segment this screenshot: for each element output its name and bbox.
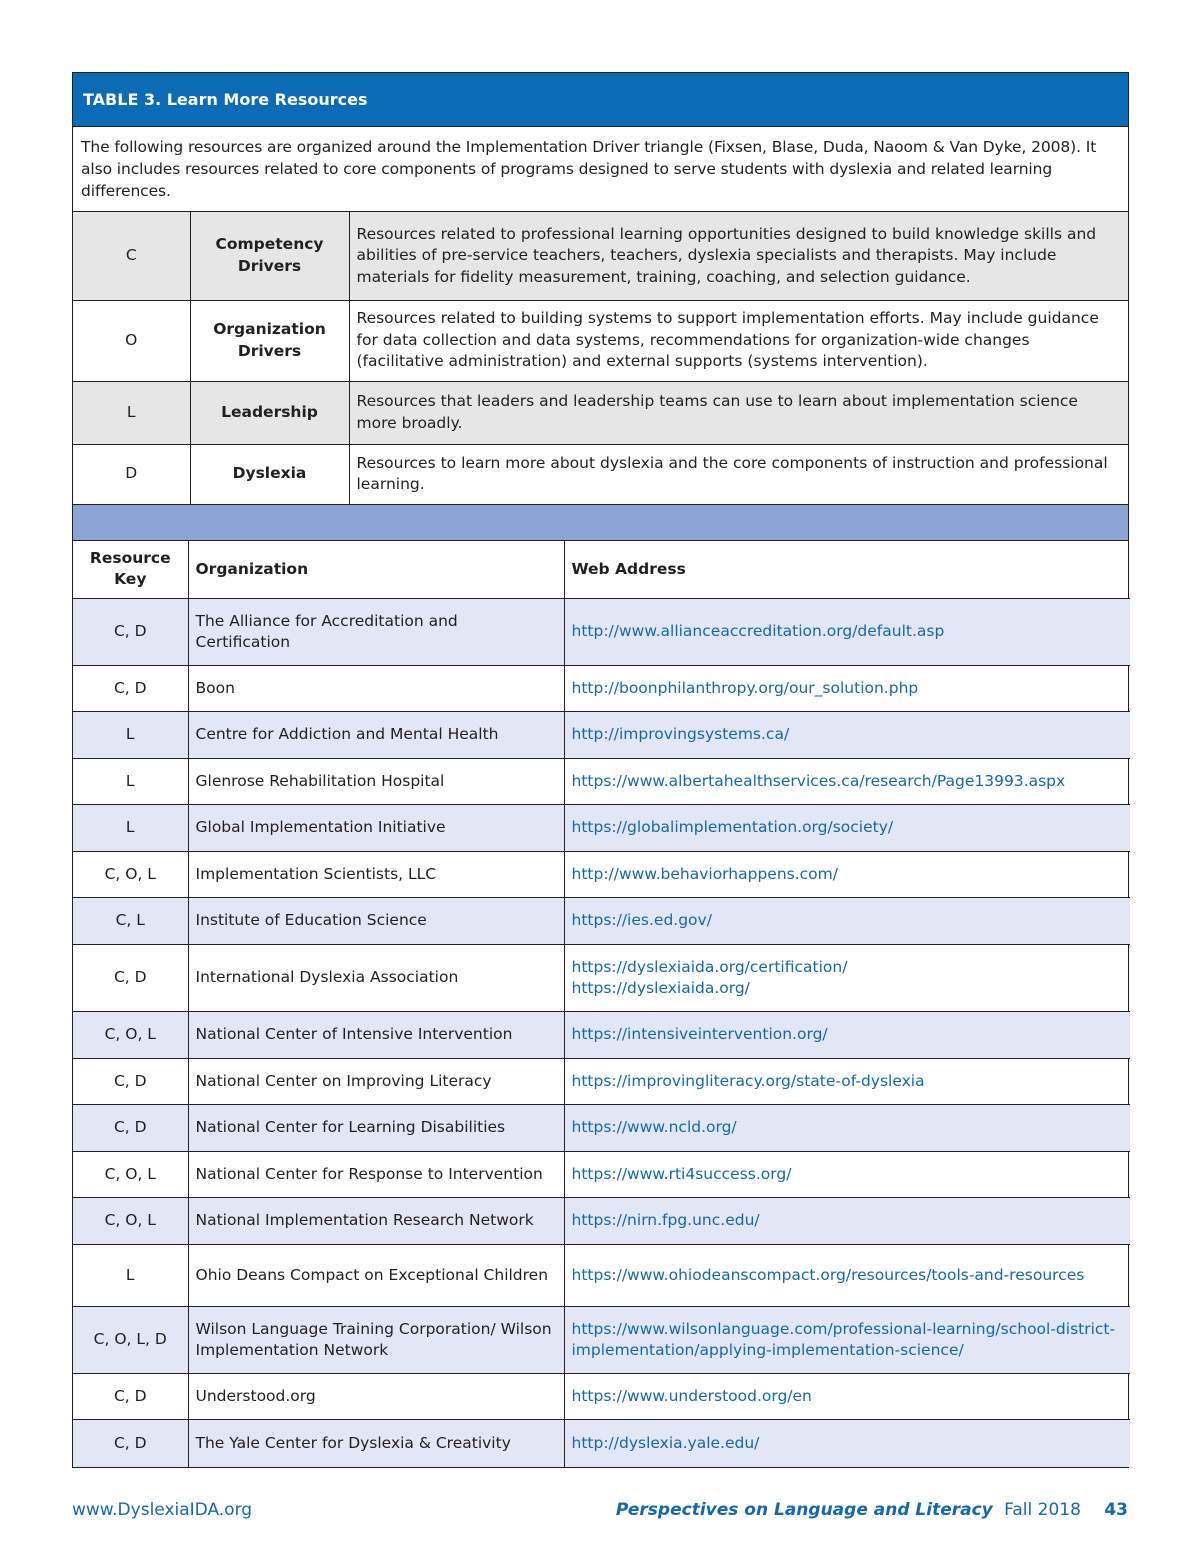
resource-key: C, L xyxy=(73,898,188,945)
resource-web-address xyxy=(564,1152,1130,1198)
table-intro: The following resources are organized around the Implementation Driver triangle (Fixsen, Blase, Duda, Naoom & Van Dyke, 2008). It also includes resources related to core components of programs designed to serve students with dyslexia and related learning differences. xyxy=(73,127,1128,212)
driver-key: O xyxy=(73,300,190,381)
resource-organization: Glenrose Rehabilitation Hospital xyxy=(188,759,564,805)
resource-web-address xyxy=(564,805,1130,852)
resource-key: C, O, L xyxy=(73,852,188,898)
resource-organization: Global Implementation Initiative xyxy=(188,805,564,852)
resource-rows xyxy=(73,599,1130,1467)
table-title: TABLE 3. Learn More Resources xyxy=(73,73,1128,127)
resource-table xyxy=(73,541,1130,1467)
driver-description: Resources to learn more about dyslexia and the core components of instruction and professional learning. xyxy=(349,444,1128,504)
driver-key: L xyxy=(73,381,190,444)
driver-row xyxy=(73,300,1128,381)
resource-organization: Institute of Education Science xyxy=(188,898,564,945)
page-number: 43 xyxy=(1104,1500,1128,1520)
resource-web-address xyxy=(564,1374,1130,1420)
resource-link[interactable]: http://boonphilanthropy.org/our_solution.php xyxy=(571,678,919,697)
resource-organization: Boon xyxy=(188,666,564,712)
driver-name-line: Drivers xyxy=(237,256,302,275)
resource-organization: National Center of Intensive Intervention xyxy=(188,1012,564,1059)
resource-link[interactable]: https://www.wilsonlanguage.com/professional-learning/school-district- xyxy=(571,1319,1116,1338)
resource-organization: Understood.org xyxy=(188,1374,564,1420)
resource-row xyxy=(73,1105,1130,1152)
driver-name xyxy=(190,300,349,381)
resource-link[interactable]: https://dyslexiaida.org/ xyxy=(571,979,750,997)
section-divider-bar xyxy=(73,505,1128,541)
resource-link[interactable]: http://improvingsystems.ca/ xyxy=(571,725,790,744)
resource-key: C, D xyxy=(73,666,188,712)
organization-header: Organization xyxy=(188,541,564,599)
resource-key: C, O, L xyxy=(73,1012,188,1059)
header-line: Resource xyxy=(89,548,171,567)
resource-web-address xyxy=(564,945,1130,1012)
resource-key: C, D xyxy=(73,945,188,1012)
resource-organization: Centre for Addiction and Mental Health xyxy=(188,712,564,759)
resource-link[interactable]: https://nirn.fpg.unc.edu/ xyxy=(571,1211,760,1230)
journal-title: Perspectives on Language and Literacy xyxy=(615,1500,993,1520)
resource-organization: Implementation Scientists, LLC xyxy=(188,852,564,898)
resource-link[interactable]: implementation/applying-implementation-science/ xyxy=(571,1341,964,1359)
resource-row xyxy=(73,599,1130,666)
resource-row xyxy=(73,1420,1130,1467)
resource-organization: Wilson Language Training Corporation/ Wilson Implementation Network xyxy=(188,1307,564,1374)
resource-web-address xyxy=(564,1420,1130,1467)
resource-row xyxy=(73,1245,1130,1307)
driver-name-line: Dyslexia xyxy=(232,464,307,483)
driver-name-line: Organization xyxy=(213,320,326,338)
resource-link[interactable]: http://dyslexia.yale.edu/ xyxy=(571,1433,760,1452)
resource-web-address xyxy=(564,852,1130,898)
resource-key: C, O, L xyxy=(73,1198,188,1245)
resource-key: L xyxy=(73,712,188,759)
resource-row xyxy=(73,898,1130,945)
resource-key: C, D xyxy=(73,599,188,666)
resource-web-address xyxy=(564,1059,1130,1105)
resource-link[interactable]: https://www.understood.org/en xyxy=(571,1386,812,1405)
driver-description: Resources related to professional learning opportunities designed to build knowledge skills and abilities of pre-service teachers, teachers, dyslexia specialists and therapists. May include materials for fidelity measurement, training, coaching, and selection guidance. xyxy=(349,212,1128,300)
driver-legend-table xyxy=(73,212,1128,505)
resource-key-header xyxy=(73,541,188,599)
resource-web-address xyxy=(564,1307,1130,1374)
driver-description: Resources related to building systems to support implementation efforts. May include guidance for data collection and data systems, recommendations for organization-wide changes (facilitative administration) and external supports (systems intervention). xyxy=(349,300,1128,381)
resource-link[interactable]: https://improvingliteracy.org/state-of-dyslexia xyxy=(571,1071,925,1090)
driver-key: D xyxy=(73,444,190,504)
driver-name-line: Drivers xyxy=(237,341,302,360)
driver-name xyxy=(190,444,349,504)
learn-more-resources-table xyxy=(72,72,1129,1468)
resource-key: C, D xyxy=(73,1420,188,1467)
resource-link[interactable]: https://intensiveintervention.org/ xyxy=(571,1025,828,1044)
resource-web-address xyxy=(564,599,1130,666)
header-line: Key xyxy=(114,570,147,589)
resource-link[interactable]: https://dyslexiaida.org/certification/ xyxy=(571,957,848,976)
resource-row xyxy=(73,759,1130,805)
resource-web-address xyxy=(564,1245,1130,1307)
driver-name-line: Leadership xyxy=(221,402,318,421)
resource-link[interactable]: https://www.albertahealthservices.ca/research/Page13993.aspx xyxy=(571,771,1066,790)
resource-row xyxy=(73,852,1130,898)
resource-organization: The Alliance for Accreditation and Certification xyxy=(188,599,564,666)
resource-link[interactable]: https://www.ncld.org/ xyxy=(571,1118,737,1137)
driver-row xyxy=(73,444,1128,504)
resource-row xyxy=(73,1012,1130,1059)
resource-key: C, O, L xyxy=(73,1152,188,1198)
resource-link[interactable]: http://www.allianceaccreditation.org/default.asp xyxy=(571,622,945,641)
resource-key: L xyxy=(73,805,188,852)
resource-web-address xyxy=(564,898,1130,945)
driver-key: C xyxy=(73,212,190,300)
resource-key: C, D xyxy=(73,1105,188,1152)
resource-link[interactable]: https://ies.ed.gov/ xyxy=(571,911,712,930)
resource-organization: National Center for Response to Intervention xyxy=(188,1152,564,1198)
resource-key: L xyxy=(73,759,188,805)
resource-web-address xyxy=(564,712,1130,759)
driver-name xyxy=(190,381,349,444)
driver-row xyxy=(73,381,1128,444)
footer-journal-info xyxy=(616,1500,1128,1520)
resource-organization: National Center for Learning Disabilities xyxy=(188,1105,564,1152)
resource-web-address xyxy=(564,1105,1130,1152)
resource-key: L xyxy=(73,1245,188,1307)
resource-row xyxy=(73,1059,1130,1105)
resource-link[interactable]: http://www.behaviorhappens.com/ xyxy=(571,864,838,883)
driver-name xyxy=(190,212,349,300)
resource-row xyxy=(73,666,1130,712)
driver-row xyxy=(73,212,1128,300)
journal-issue: Fall 2018 xyxy=(1004,1500,1081,1520)
resource-row xyxy=(73,712,1130,759)
driver-name-line: Competency xyxy=(215,235,324,254)
resource-row xyxy=(73,1307,1130,1374)
resource-organization: National Implementation Research Network xyxy=(188,1198,564,1245)
resource-web-address xyxy=(564,1198,1130,1245)
resource-organization: National Center on Improving Literacy xyxy=(188,1059,564,1105)
resource-row xyxy=(73,1198,1130,1245)
resource-row xyxy=(73,1374,1130,1420)
resource-web-address xyxy=(564,759,1130,805)
resource-key: C, D xyxy=(73,1374,188,1420)
resource-web-address xyxy=(564,666,1130,712)
resource-link[interactable]: https://www.ohiodeanscompact.org/resources/tools-and-resources xyxy=(571,1265,1085,1284)
resource-key: C, D xyxy=(73,1059,188,1105)
driver-description: Resources that leaders and leadership teams can use to learn about implementation science more broadly. xyxy=(349,381,1128,444)
resource-row xyxy=(73,1152,1130,1198)
resource-link[interactable]: https://globalimplementation.org/society/ xyxy=(571,818,894,837)
resource-link[interactable]: https://www.rti4success.org/ xyxy=(571,1164,792,1183)
web-address-header: Web Address xyxy=(564,541,1130,599)
resource-row xyxy=(73,805,1130,852)
footer-website[interactable]: www.DyslexiaIDA.org xyxy=(72,1500,253,1520)
resource-organization: The Yale Center for Dyslexia & Creativity xyxy=(188,1420,564,1467)
resource-key: C, O, L, D xyxy=(73,1307,188,1374)
resource-organization: Ohio Deans Compact on Exceptional Children xyxy=(188,1245,564,1307)
resource-row xyxy=(73,945,1130,1012)
resources-page xyxy=(72,72,1129,1468)
resource-organization: International Dyslexia Association xyxy=(188,945,564,1012)
resource-header-row xyxy=(73,541,1130,599)
resource-web-address xyxy=(564,1012,1130,1059)
